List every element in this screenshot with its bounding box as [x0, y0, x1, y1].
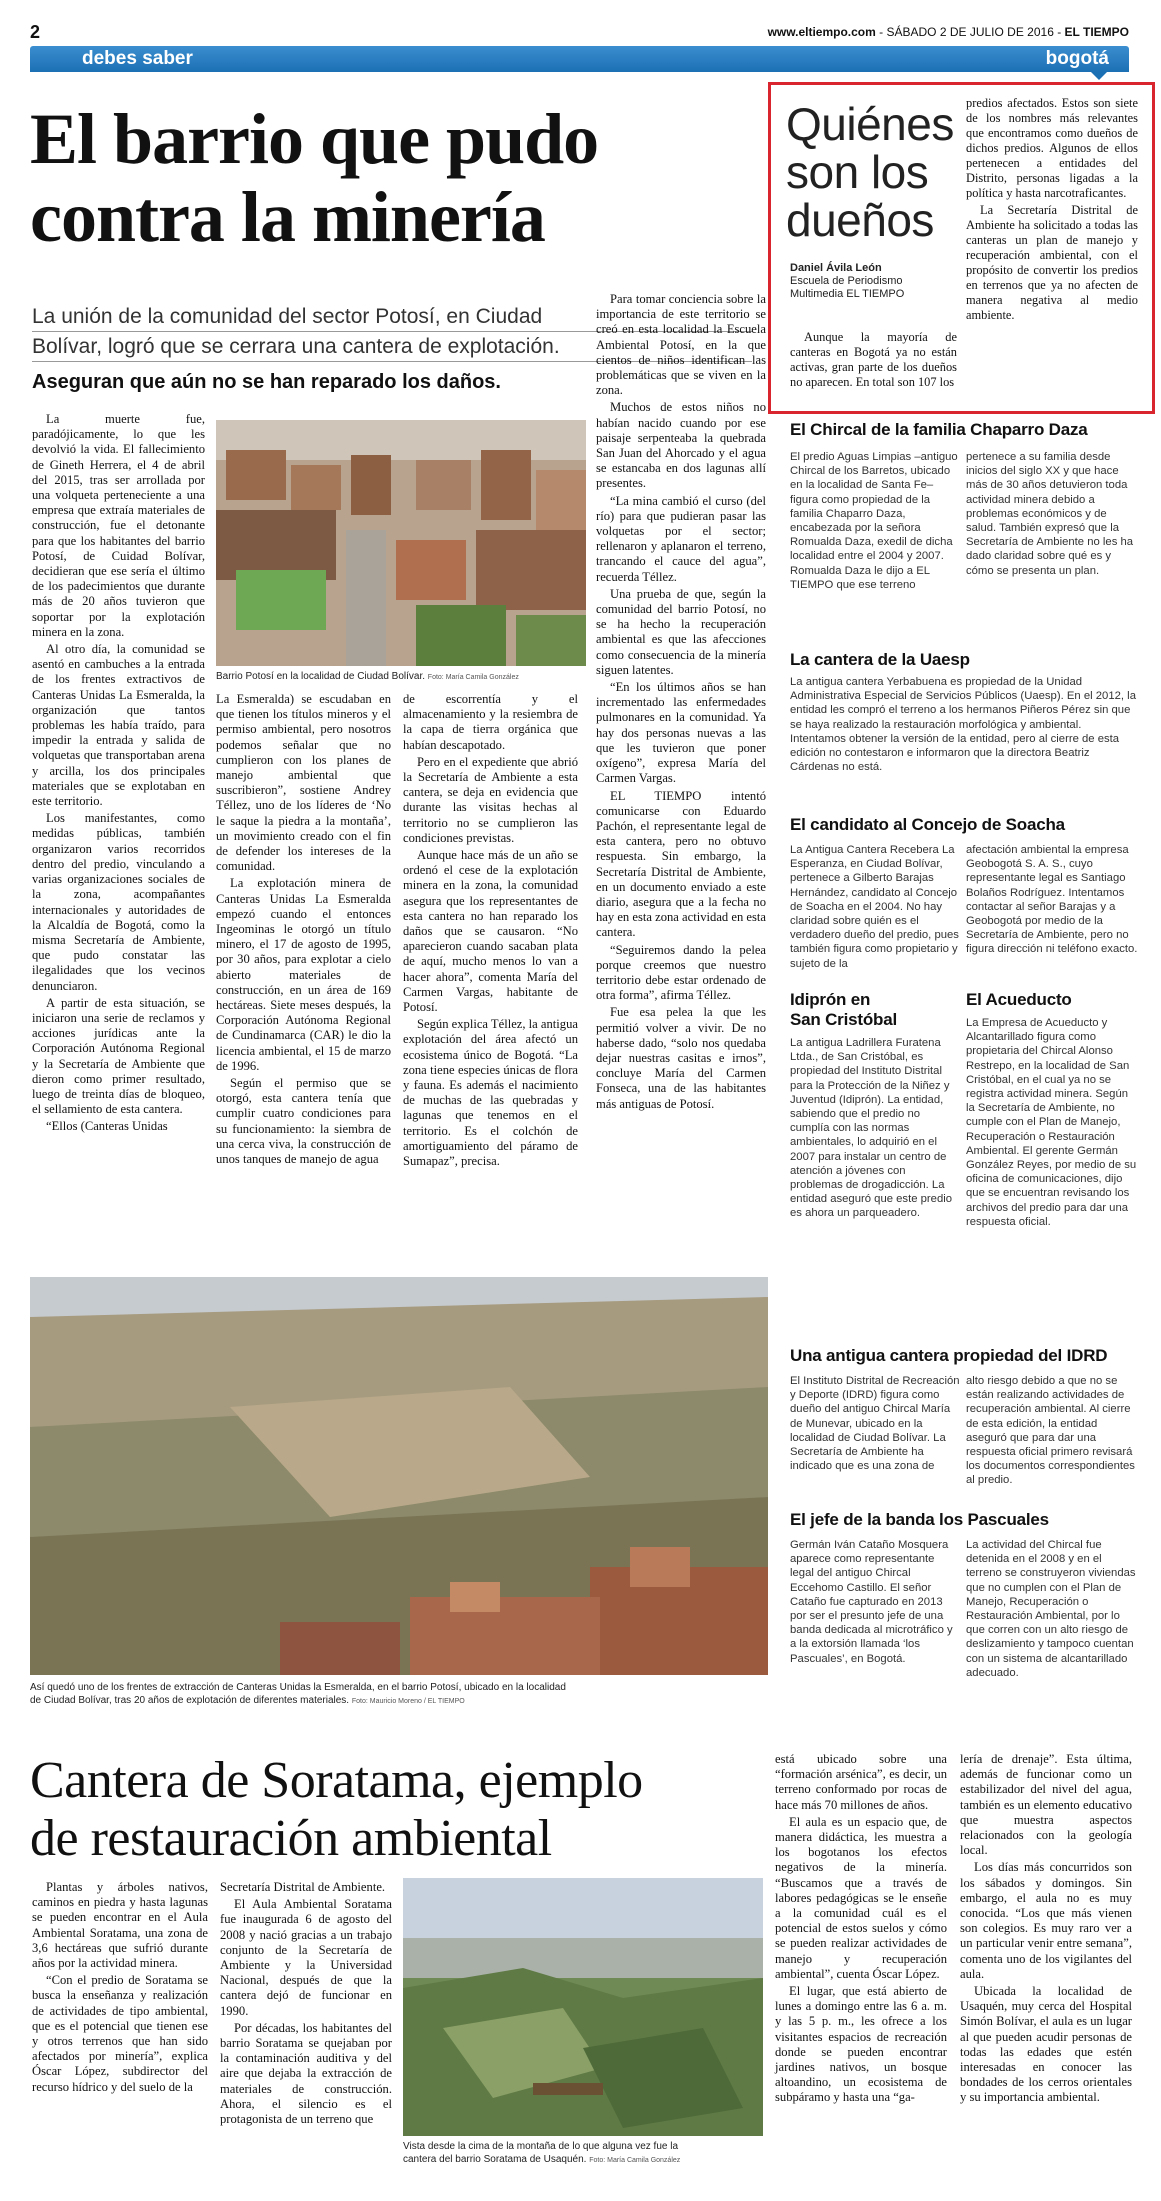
- item-pascuales-left: Germán Iván Cataño Mosquera aparece como representante legal del antiguo Chircal Eccehomo Castillo. El señor Cataño fue capturado en 2013 por ser el presunto jefe de una banda dedicada al microtráfico y a la extorsión llamada ‘los Pascuales’, en Bogotá.: [790, 1539, 953, 1665]
- caption-text: cantera del barrio Soratama de Usaquén.: [403, 2154, 587, 2165]
- item-chircal-left: El predio Aguas Limpias –antiguo Chircal de los Barretos, ubicado en la localidad de Santa Fe– figura como propiedad de la familia Chaparro Daza, encabezada por la señora Romualda Daza, exedil de dicha localidad entre el 2004 y 2007. Romualda Daza le dijo a EL TIEMPO que ese terreno: [790, 451, 958, 591]
- item-idipron-text: La antigua Ladrillera Furatena Ltda., de San Cristóbal, es propiedad del Instituto Distrital para la Protección de la Niñez y Juventud (Idiprón). La entidad, sabiendo que el predio no cumplía con las normas ambientales, lo adquirió en el 2007 para instalar un centro de atención a jóvenes con problemas de drogadicción. La entidad aseguró que este predio es ahora un parqueadero.: [790, 1037, 953, 1220]
- paragraph: Según el permiso que se otorgó, esta cantera tenía que cumplir cuatro condiciones para su funcionamiento: la siembra de una cerca viva, la construcción de unos tanques de manejo de agua: [216, 1076, 391, 1167]
- paragraph: está ubicado sobre una “formación arsénica”, es decir, un terreno conformado por rocas de hace más 70 millones de años.: [775, 1752, 947, 1812]
- photo-barrio-potosi: [216, 420, 586, 666]
- photo-credit: Foto: María Camila González: [589, 2157, 681, 2164]
- item-heading-acueducto: El Acueducto: [966, 990, 1072, 1009]
- item-heading-soacha: El candidato al Concejo de Soacha: [790, 815, 1065, 834]
- section-label: debes saber: [82, 48, 193, 69]
- city-label: bogotá: [1045, 48, 1109, 69]
- paragraph: “Ellos (Canteras Unidas: [46, 1119, 168, 1134]
- section-bar-arrow: [1091, 72, 1107, 80]
- item-heading-idrd: Una antigua cantera propiedad del IDRD: [790, 1346, 1108, 1365]
- caption-text: de Ciudad Bolívar, tras 20 años de explotación de diferentes materiales.: [30, 1695, 350, 1706]
- photo1-caption: [216, 670, 586, 684]
- page-number: 2: [30, 22, 41, 42]
- paragraph: La muerte fue, paradójicamente, lo que les devolvió la vida. El fallecimiento de Gineth Herrera, el 4 de abril del 2015, tras ser arrollada por una volqueta perteneciente a una empresa que extraía materiales de construcción, fue el detonante para que los habitantes del barrio Potosí, de Cuidad Bolívar, decidieran que ese sería el último de los padecimientos que durante más de 20 años tuvieron que soportar por la explotación minera en la zona.: [32, 412, 205, 639]
- main-col-1: [32, 412, 205, 1137]
- author-affiliation: Escuela de Periodismo: [790, 275, 903, 287]
- paragraph: “En los últimos años se han incrementado las enfermedades pulmonares en la comunidad. Ya hay dos personas nuevas a las que les tuvieron que poner oxígeno”, expresa María del Carmen Vargas.: [596, 680, 766, 786]
- caption-text: Barrio Potosí en la localidad de Ciudad Bolívar.: [216, 671, 426, 682]
- item-heading-uaesp: La cantera de la Uaesp: [790, 650, 970, 669]
- author-name: Daniel Ávila León: [790, 262, 882, 274]
- main-col-3: [403, 692, 578, 1171]
- paragraph: Plantas y árboles nativos, caminos en piedra y hasta lagunas se pueden encontrar en el Aula Ambiental Soratama, una zona de 3,6 hectáreas que sufrió durante años por la actividad minera.: [32, 1880, 208, 1971]
- paragraph: predios afectados. Estos son siete de los nombres más relevantes que encontramos como dueños de dichos predios. Algunos de ellos pertenecen a entidades del Distrito, personas ligadas a la política y hasta narcotraficantes.: [966, 96, 1138, 200]
- photo-credit: Foto: Mauricio Moreno / EL TIEMPO: [351, 1698, 465, 1705]
- second-headline: [30, 1752, 750, 1868]
- author-affiliation: Multimedia EL TIEMPO: [790, 288, 905, 300]
- item-pascuales-right: La actividad del Chircal fue detenida en el 2008 y en el terreno se construyeron viviendas que no cumplen con el Plan de Manejo, Recuperación o Restauración Ambiental, por lo que corren con un alto riesgo de deslizamiento y tampoco cuentan con un sistema de alcantarillado adecuado.: [966, 1539, 1136, 1679]
- main-subdeck: Aseguran que aún no se han reparado los daños.: [32, 371, 501, 393]
- item-idrd-left: El Instituto Distrital de Recreación y Deporte (IDRD) figura como dueño del antiguo Chircal María de Munevar, ubicado en la localidad de Ciudad Bolívar. La Secretaría de Ambiente ha indicado que es una zona de: [790, 1375, 960, 1473]
- sidebar-title-line: dueños: [786, 194, 934, 246]
- item-heading-pascuales: El jefe de la banda los Pascuales: [790, 1510, 1049, 1529]
- headline-line: El barrio que pudo: [30, 99, 599, 179]
- paragraph: Para tomar conciencia sobre la importancia de este territorio se creó en esta localidad la Escuela Ambiental Potosí, en la que cientos de niños identifican las problemáticas que se viven en la zona.: [596, 292, 766, 398]
- item-idrd-right: alto riesgo debido a que no se están realizando actividades de recuperación ambiental. Al cierre de esta edición, la entidad aseguró que para dar una respuesta oficial primero revisará los documentos correspondientes al predio.: [966, 1375, 1135, 1487]
- second-col-2: [220, 1880, 392, 2129]
- header-date: - SÁBADO 2 DE JULIO DE 2016 -: [875, 25, 1065, 39]
- paragraph: Los días más concurridos son los sábados y domingos. Sin embargo, el aula no es muy conocida. “Los que más vienen son colegios. Es muy raro ver a un particular venir entre semana”, comenta uno de los vigilantes del aula.: [960, 1860, 1132, 1981]
- paragraph: El Aula Ambiental Soratama fue inaugurada 6 de agosto del 2008 y nació gracias a un trabajo conjunto de la Secretaría de Ambiente y la Universidad Nacional, después de que la cantera dejó de funcionar en 1990.: [220, 1897, 392, 2018]
- photo-cantera-esmeralda: [30, 1277, 768, 1675]
- photo-soratama-image: [403, 1878, 763, 2136]
- sidebar-title: [786, 100, 954, 244]
- paragraph: lería de drenaje”. Esta última, además de funcionar como un estabilizador del nivel del agua, también es un elemento educativo que muestra aspectos relacionados con la geología local.: [960, 1752, 1132, 1858]
- caption-text: Así quedó uno de los frentes de extracción de Canteras Unidas la Esmeralda, en el barrio Potosí, ubicado en la localidad: [30, 1682, 566, 1693]
- paragraph: Según explica Téllez, la antigua explotación del área afectó un ecosistema único de Bogotá. “La zona tiene especies únicas de flora y fauna. Es además el nacimiento de muchas de las quebradas y lagunas que tenemos en el territorio. Es el colchón de amortiguamiento del páramo de Sumapaz”, precisa.: [403, 1017, 578, 1169]
- paragraph: Ubicada la localidad de Usaquén, muy cerca del Hospital Simón Bolívar, el aula es un lugar al que pueden acudir personas de todas las edades que estén interesadas en conocer las bondades de los cerros orientales y su importancia ambiental.: [960, 1984, 1132, 2105]
- second-col-3: [775, 1752, 947, 2108]
- paragraph: Los manifestantes, como medidas públicas, también organizaron varios recorridos dentro del predio, vinculando a varias organizaciones sociales de la zona, acompañantes internacionales y autoridades de la Alcaldía de Bogotá, como la misma Secretaría de Ambiente, que pudo constatar las ilegalidades que los vecinos denunciaron.: [32, 811, 205, 993]
- photo2-caption: [30, 1681, 768, 1708]
- photo-cantera-esmeralda-image: [30, 1277, 768, 1675]
- paragraph: El lugar, que está abierto de lunes a domingo entre las 6 a. m. y las 5 p. m., les ofrece a los visitantes espacios de recreación donde se pueden encontrar jardines nativos, un bosque altoandino, un ecosistema de subpáramo y hasta una “ga-: [775, 1984, 947, 2105]
- paragraph: El aula es un espacio que, de manera didáctica, les muestra a los bogotanos los efectos negativos de la minería. “Buscamos que a través de labores pedagógicas se le enseñe a la comunidad cuál es el potencial de estos suelos y cómo se pueden realizar actividades de manejo y recuperación ambiental”, cuenta Óscar López.: [775, 1814, 947, 1981]
- site-url: www.eltiempo.com: [767, 25, 876, 39]
- section-bar: [30, 46, 1129, 72]
- item-uaesp-text: La antigua cantera Yerbabuena es propiedad de la Unidad Administrativa Especial de Servicios Públicos (Uaesp). En el 2012, la entidad les compró el terreno a los hermanos Piñeros Pérez sin que se haya realizado la restauración morfológica y ambiental. Intentamos obtener la versión de la entidad, pero al cierre de esta edición no contestaron e informaron que la directora Beatriz Cárdenas no está.: [790, 676, 1136, 774]
- photo-barrio-potosi-image: [216, 420, 586, 666]
- paragraph: Una prueba de que, según la comunidad del barrio Potosí, no se ha hecho la recuperación ambiental es que las afecciones como consecuencia de la minería siguen latentes.: [596, 586, 766, 677]
- photo-credit: Foto: María Camila González: [427, 674, 519, 681]
- paragraph: La Secretaría Distrital de Ambiente ha solicitado a todas las canteras un plan de manejo y recuperación ambiental, con el propósito de convertir los predios en terrenos que ya no afecten de manera negativa al medio ambiente.: [966, 203, 1138, 322]
- main-col-4: [596, 292, 766, 1114]
- paragraph: Muchos de estos niños no habían nacido cuando por ese paisaje serpenteaba la quebrada San Juan del Ahorcado y el agua se estancaba en dos lagunas allí presentes.: [596, 400, 766, 491]
- second-col-4: [960, 1752, 1132, 2108]
- sidebar-byline: [790, 262, 904, 301]
- paragraph: Por décadas, los habitantes del barrio Soratama se quejaban por la contaminación auditiva y del aire que dejaba la extracción de materiales de construcción. Ahora, el silencio es el protagonista de un terreno que: [220, 2020, 392, 2127]
- heading-line: San Cristóbal: [790, 1010, 897, 1029]
- item-chircal-right: pertenece a su familia desde inicios del siglo XX y que hace más de 30 años detuvieron toda actividad minera debido a problemas económicos y de salud. También expresó que la Secretaría de Ambiente no les ha dado claridad sobre qué es y cómo se presenta un plan.: [966, 451, 1134, 577]
- sidebar-title-line: Quiénes: [786, 98, 954, 150]
- main-headline: [30, 100, 770, 256]
- paragraph: “Seguiremos dando la pelea porque creemos que nuestro territorio debe estar ordenado de otra forma”, afirma Téllez.: [596, 942, 766, 1003]
- headline-line: de restauración ambiental: [30, 1810, 552, 1867]
- paragraph: de escorrentía y el almacenamiento y la resiembra de la capa de tierra orgánica que habían descapotado.: [403, 692, 578, 752]
- paragraph: Aunque hace más de un año se ordenó el cese de la explotación minera en la zona, la comunidad asegura que los representantes de esta cantera no han reparado los daños que se causaron. “No aparecieron cuando sacaban plata de aquí, mucho menos lo van a hacer ahora”, comenta María del Carmen Vargas, habitante de Potosí.: [403, 848, 578, 1015]
- paragraph: A partir de esta situación, se iniciaron una serie de reclamos y acciones jurídicas ante la Corporación Autónoma Regional y la Secretaría de Ambiente que dieron como primer resultado, luego de treinta días de bloqueo, el sellamiento de esta cantera.: [32, 995, 205, 1117]
- paragraph: Pero en el expediente que abrió la Secretaría de Ambiente a esta cantera, se deja en evidencia que durante las visitas hechas al territorio no se cumplieron las condiciones previstas.: [403, 754, 578, 845]
- paragraph: Fue esa pelea la que les permitió volver a vivir. De no haberse dado, “solo nos quedaba dejar nuestras casitas e irnos”, concluye María del Carmen Fonseca, una de las habitantes más antiguas de Potosí.: [596, 1005, 766, 1111]
- item-heading-idipron: [790, 990, 897, 1030]
- paragraph: EL TIEMPO intentó comunicarse con Eduardo Pachón, el representante legal de esta cantera, pero no obtuvo respuesta. Sin embargo, la Secretaría Distrital de Ambiente, en un documento enviado a este diario, asegura que a la fecha no hay en esta zona actividad en esta cantera.: [596, 788, 766, 940]
- paragraph: “La mina cambió el curso (del río) para que pudieran pasar las volquetas por el sector; rellenaron y aplanaron el terreno, trancando el cauce del agua”, recuerda Téllez.: [596, 493, 766, 584]
- sidebar-intro-right: [966, 96, 1138, 325]
- sidebar-intro-left: Aunque la mayoría de canteras en Bogotá ya no están activas, gran parte de los dueños no aparecen. En total son 107 los: [790, 330, 957, 389]
- paragraph: Al otro día, la comunidad se asentó en cambuches a la entrada de los frentes extractivos de Canteras Unidas La Esmeralda, la organización que tantos problemas les había traído, para impedir la entrada y salida de volquetas que transportaban arena y arcilla, los dos principales materiales que se explotaban en este territorio.: [32, 642, 205, 809]
- photo3-caption: [403, 2140, 763, 2167]
- paper-name: EL TIEMPO: [1064, 25, 1129, 39]
- headline-line: contra la minería: [30, 177, 545, 257]
- second-col-1: [32, 1880, 208, 2097]
- sidebar-title-line: son los: [786, 146, 929, 198]
- paragraph: “Con el predio de Soratama se busca la enseñanza y realización de actividades de tipo ambiental, que es el potencial que tienen ese y otros terrenos que han sido afectados por minería”, explica Óscar López, subdirector del recurso hídrico y del suelo de la: [32, 1973, 208, 2094]
- item-soacha-left: La Antigua Cantera Recebera La Esperanza, en Ciudad Bolívar, pertenece a Gilberto Barajas Hernández, candidato al Concejo de Soacha en el 2004. No hay claridad sobre quién es el verdadero dueño del predio, pues también figura como propietario y sujeto de la: [790, 844, 959, 970]
- item-acueducto-text: La Empresa de Acueducto y Alcantarillado figura como propietaria del Chircal Alonso Restrepo, en la localidad de San Cristóbal, en el cual ya no se registra actividad minera. Según la Secretaría de Ambiente, no cumple con el Plan de Manejo, Recuperación o Restauración Ambiental. El gerente Germán González Reyes, por medio de su oficina de comunicaciones, dijo que se encuentran revisando los archivos del predio para dar una respuesta oficial.: [966, 1017, 1137, 1228]
- heading-line: Idiprón en: [790, 990, 871, 1009]
- photo-soratama: [403, 1878, 763, 2136]
- headline-line: Cantera de Soratama, ejemplo: [30, 1752, 643, 1809]
- paragraph: La explotación minera de Canteras Unidas La Esmeralda empezó cuando el entonces Ingeominas le otorgó un título minero, el 17 de agosto de 1995, por 30 años, para explotar a cielo abierto materiales de construcción, en un área de 169 hectáreas. Siete meses después, la Corporación Autónoma Regional de Cundinamarca (CAR) le dio la licencia ambiental, el 15 de marzo de 1996.: [216, 876, 391, 1073]
- deck-line: La unión de la comunidad del sector Potosí, en Ciudad: [32, 302, 752, 332]
- deck-line: Bolívar, logró que se cerrara una cantera de explotación.: [32, 332, 752, 362]
- item-soacha-right: afectación ambiental la empresa Geobogotá S. A. S., cuyo representante legal es Santiago Bolaños Rodríguez. Intentamos contactar al señor Barajas y a Geobogotá por medio de la Secretaría de Ambiente, pero no figura dirección ni teléfono exacto.: [966, 844, 1138, 956]
- paragraph: Secretaría Distrital de Ambiente.: [220, 1880, 386, 1894]
- item-heading-chircal: El Chircal de la familia Chaparro Daza: [790, 420, 1088, 439]
- main-col-2: [216, 692, 391, 1169]
- page-header-meta: [768, 25, 1129, 39]
- paragraph: La Esmeralda) se escudaban en que tienen los títulos mineros y el permiso ambiental, pero nosotros podemos señalar que no cumplieron con los planes de manejo ambiental que suscribieron”, sostiene Andrey Téllez, uno de los líderes de ‘No le saque la piedra a la montaña’, un movimiento creado con el fin de defender los intereses de la comunidad.: [216, 692, 391, 874]
- caption-text: Vista desde la cima de la montaña de lo que alguna vez fue la: [403, 2141, 678, 2152]
